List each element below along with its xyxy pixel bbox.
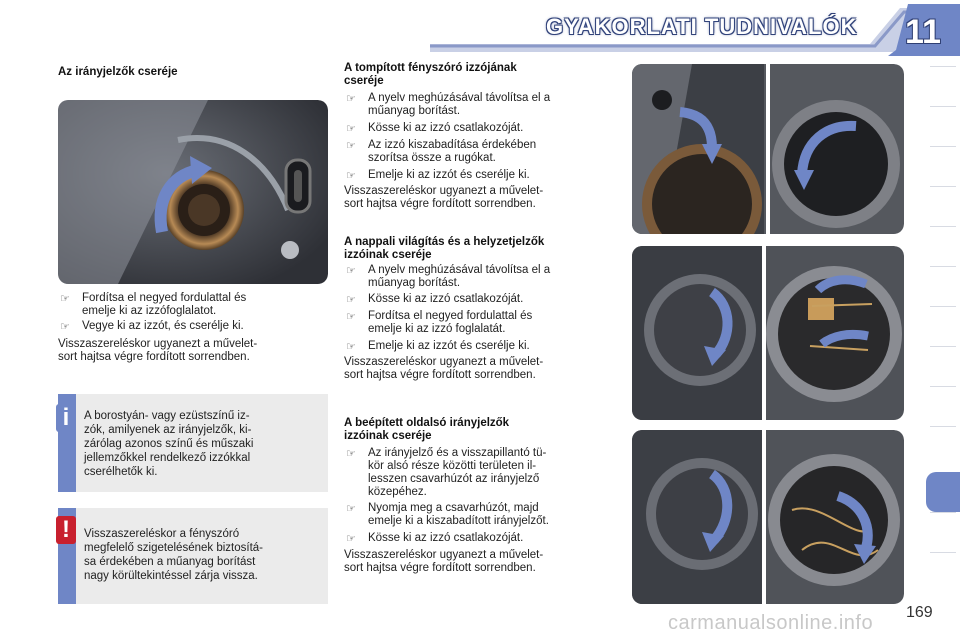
warning-text-line: megfelelő szigetelésének biztosítá- — [84, 542, 263, 554]
info-text-line: jellemzőkkel rendelkező izzókkal — [84, 452, 251, 464]
list-item: Az irányjelző és a visszapillantó tü- — [368, 447, 547, 459]
chapter-tab[interactable] — [930, 386, 956, 427]
list-item: közepéhez. — [368, 486, 427, 498]
info-text-line: zárólag azonos színű és műszaki — [84, 438, 254, 450]
chapter-tab[interactable] — [930, 266, 956, 307]
section-heading: izzóinak cseréje — [344, 249, 432, 261]
list-item: műanyag borítást. — [368, 105, 461, 117]
list-item: lesszen csavarhúzót az irányjelző — [368, 473, 540, 485]
daytime-light-photo — [632, 246, 904, 420]
bullet-icon: ☞ — [346, 123, 356, 135]
section-heading: Az irányjelzők cseréje — [58, 66, 178, 78]
bullet-icon: ☞ — [346, 533, 356, 545]
section-heading: A tompított fényszóró izzójának — [344, 62, 517, 74]
list-item: Fordítsa el negyed fordulattal és — [82, 292, 247, 304]
list-item: Vegye ki az izzót, és cserélje ki. — [82, 320, 244, 332]
list-item: Emelje ki az izzót és cserélje ki. — [368, 340, 530, 352]
low-beam-photo — [632, 64, 904, 234]
bullet-icon: ☞ — [346, 140, 356, 152]
chapter-tab[interactable] — [930, 226, 956, 267]
info-text-line: A borostyán- vagy ezüstszínű iz- — [84, 410, 250, 422]
bullet-icon: ☞ — [60, 321, 70, 333]
list-item: kör alsó része közötti területen il- — [368, 460, 537, 472]
paragraph: sort hajtsa végre fordított sorrendben. — [344, 369, 536, 381]
list-item: emelje ki az izzófoglalatot. — [82, 305, 217, 317]
list-item: Kösse ki az izzó csatlakozóját. — [368, 293, 524, 305]
list-item: Emelje ki az izzót és cserélje ki. — [368, 169, 530, 181]
list-item: emelje ki a kiszabadított irányjelzőt. — [368, 515, 549, 527]
list-item: Fordítsa el negyed fordulattal és — [368, 310, 533, 322]
warning-text-line: nagy körültekintéssel zárja vissza. — [84, 570, 258, 582]
paragraph: sort hajtsa végre fordított sorrendben. — [344, 562, 536, 574]
warning-text-line: Visszaszereléskor a fényszóró — [84, 528, 240, 540]
bullet-icon: ☞ — [346, 448, 356, 460]
side-turn-signal-photo — [632, 430, 904, 604]
bullet-icon: ☞ — [346, 93, 356, 105]
chapter-tab[interactable] — [930, 552, 956, 587]
bullet-icon: ☞ — [346, 265, 356, 277]
paragraph: Visszaszereléskor ugyanezt a művelet- — [58, 338, 258, 350]
list-item: szorítsa össze a rugókat. — [368, 152, 496, 164]
paragraph: Visszaszereléskor ugyanezt a művelet- — [344, 185, 544, 197]
bullet-icon: ☞ — [346, 341, 356, 353]
chapter-tab[interactable] — [930, 106, 956, 147]
section-heading: cseréje — [344, 75, 384, 87]
bullet-icon: ☞ — [346, 503, 356, 515]
watermark: carmanualsonline.info — [668, 612, 874, 634]
chapter-tab[interactable] — [930, 146, 956, 187]
chapter-tab[interactable] — [930, 346, 956, 387]
paragraph: Visszaszereléskor ugyanezt a művelet- — [344, 356, 544, 368]
bullet-icon: ☞ — [346, 294, 356, 306]
list-item: A nyelv meghúzásával távolítsa el a — [368, 264, 551, 276]
chapter-tab[interactable] — [930, 66, 956, 107]
info-text-line: zók, amilyenek az irányjelzők, ki- — [84, 424, 252, 436]
list-item: Kösse ki az izzó csatlakozóját. — [368, 122, 524, 134]
warning-icon: ! — [56, 516, 76, 544]
bullet-icon: ☞ — [60, 293, 70, 305]
page-title: GYAKORLATI TUDNIVALÓK — [546, 14, 858, 39]
chapter-tab[interactable] — [930, 426, 956, 467]
page-number: 169 — [906, 604, 933, 621]
list-item: Az izzó kiszabadítása érdekében — [368, 139, 537, 151]
paragraph: sort hajtsa végre fordított sorrendben. — [344, 198, 536, 210]
paragraph: sort hajtsa végre fordított sorrendben. — [58, 351, 250, 363]
info-icon: i — [56, 404, 76, 432]
list-item: A nyelv meghúzásával távolítsa el a — [368, 92, 551, 104]
section-heading: A beépített oldalsó irányjelzők — [344, 417, 510, 429]
chapter-tab[interactable] — [930, 512, 956, 553]
chapter-tab-active[interactable] — [926, 472, 960, 512]
list-item: Kösse ki az izzó csatlakozóját. — [368, 532, 524, 544]
paragraph: Visszaszereléskor ugyanezt a művelet- — [344, 549, 544, 561]
warning-text-line: sa érdekében a műanyag borítást — [84, 556, 256, 568]
list-item: emelje ki az izzó foglalatát. — [368, 323, 506, 335]
bullet-icon: ☞ — [346, 311, 356, 323]
info-text-line: cserélhetők ki. — [84, 466, 158, 478]
turn-signal-photo — [58, 100, 328, 284]
chapter-number: 11 — [905, 13, 941, 51]
list-item: Nyomja meg a csavarhúzót, majd — [368, 502, 539, 514]
bullet-icon: ☞ — [346, 170, 356, 182]
list-item: műanyag borítást. — [368, 277, 461, 289]
chapter-tab[interactable] — [930, 186, 956, 227]
section-heading: A nappali világítás és a helyzetjelzők — [344, 236, 545, 248]
section-heading: izzóinak cseréje — [344, 430, 432, 442]
chapter-tab[interactable] — [930, 306, 956, 347]
